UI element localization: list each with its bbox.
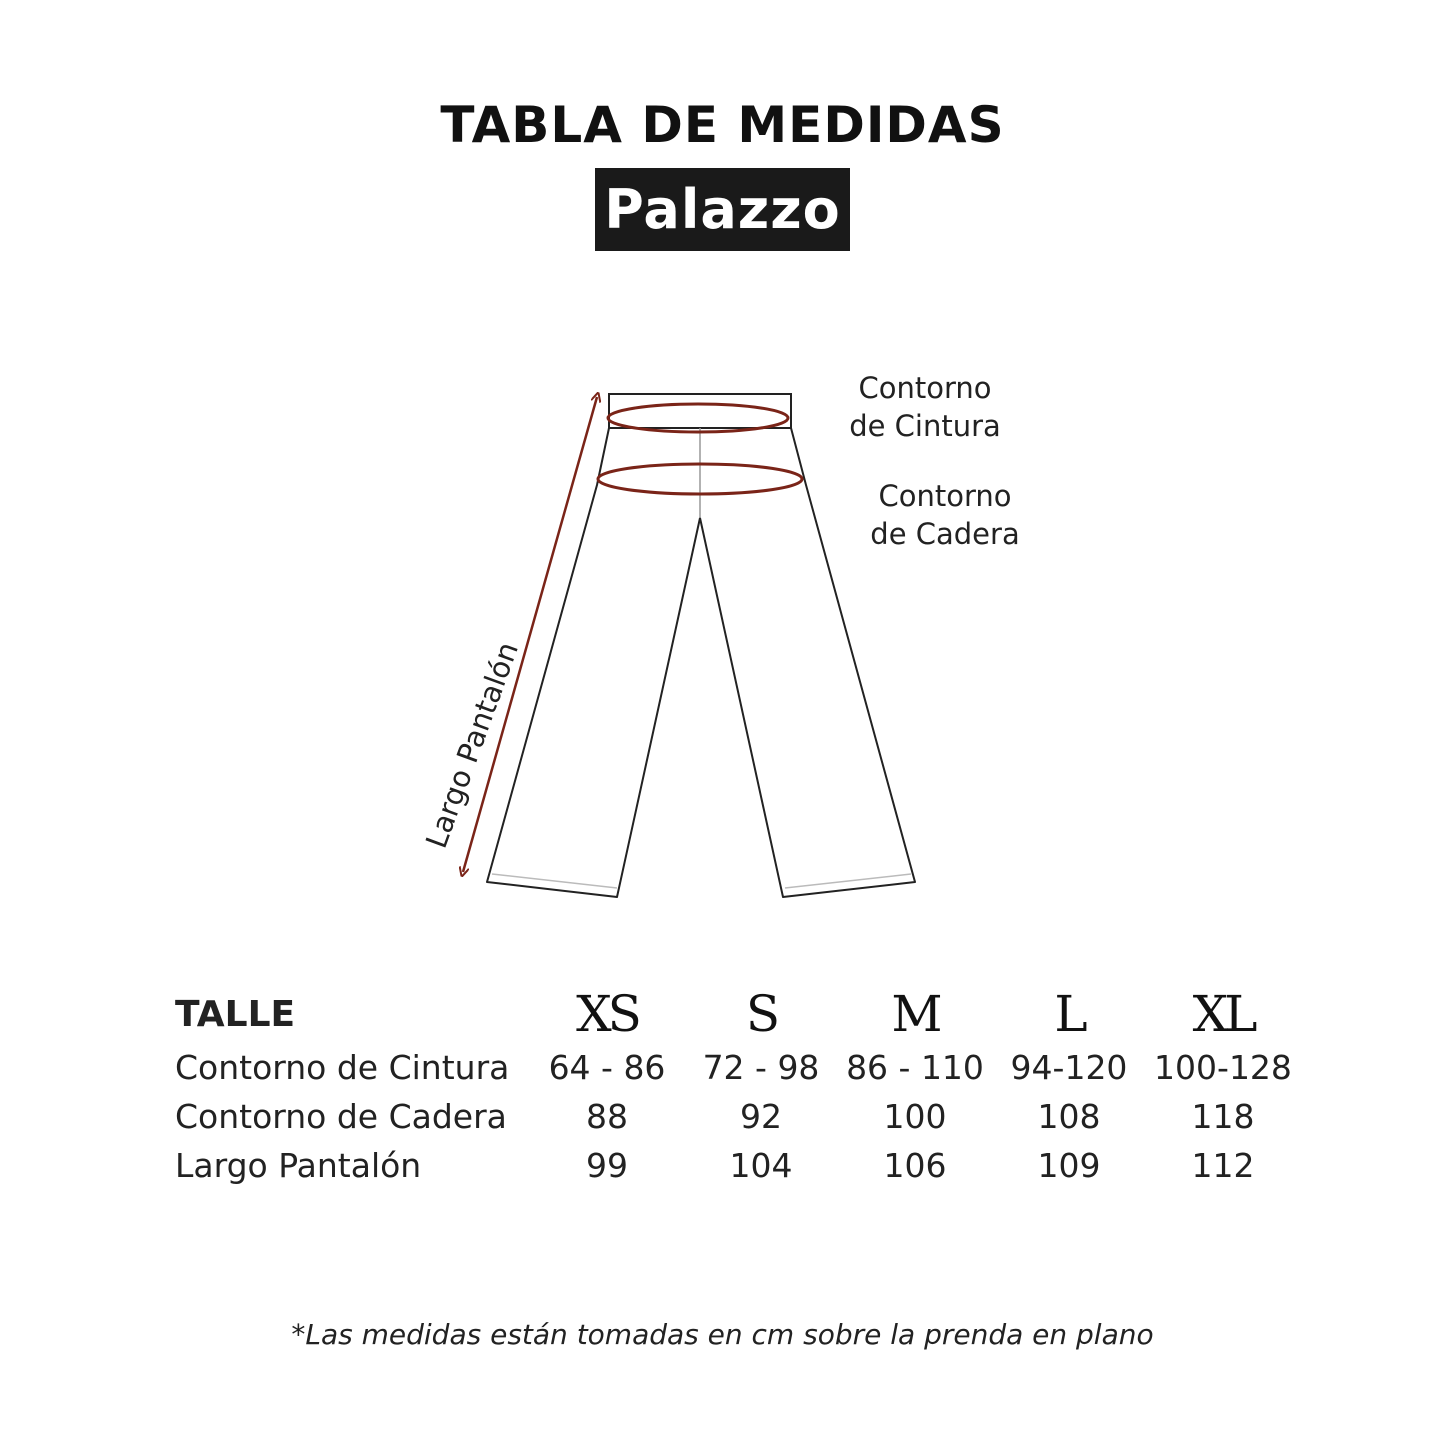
cell-value: 109 xyxy=(1037,1146,1101,1185)
cell-value: 92 xyxy=(740,1097,782,1136)
size-l: L xyxy=(1054,985,1084,1043)
pants-waistband xyxy=(609,394,791,428)
cell-value: 100-128 xyxy=(1154,1048,1292,1087)
cell-value: 112 xyxy=(1191,1146,1255,1185)
size-s: S xyxy=(745,985,777,1043)
table-row xyxy=(175,1092,1300,1141)
cell-value: 104 xyxy=(729,1146,793,1185)
footnote: *Las medidas están tomadas en cm sobre la prenda en plano xyxy=(291,1318,1154,1351)
row-label: Largo Pantalón xyxy=(175,1146,422,1185)
cell-value: 72 - 98 xyxy=(702,1048,820,1087)
cell-value: 64 - 86 xyxy=(548,1048,666,1087)
table-row xyxy=(175,1141,1300,1190)
left-hem xyxy=(492,874,617,888)
product-name: Palazzo xyxy=(604,178,841,241)
row-label: Contorno de Cadera xyxy=(175,1097,507,1136)
right-hem xyxy=(785,874,911,888)
size-xs: XS xyxy=(576,985,638,1043)
cell-value: 88 xyxy=(586,1097,628,1136)
hip-label-line1: Contorno xyxy=(878,479,1012,513)
waist-label xyxy=(830,369,1020,445)
length-label: Largo Pantalón xyxy=(419,637,525,853)
size-header-row xyxy=(175,985,1300,1043)
size-xl: XL xyxy=(1192,985,1254,1043)
cell-value: 100 xyxy=(883,1097,947,1136)
cell-value: 94-120 xyxy=(1010,1048,1128,1087)
size-table xyxy=(175,985,1300,1190)
page-title: TABLA DE MEDIDAS xyxy=(440,96,1005,154)
waist-label-line2: de Cintura xyxy=(849,409,1001,443)
size-m: M xyxy=(891,985,939,1043)
cell-value: 108 xyxy=(1037,1097,1101,1136)
table-row xyxy=(175,1043,1300,1092)
waist-label-line1: Contorno xyxy=(858,371,992,405)
hip-label-line2: de Cadera xyxy=(870,517,1020,551)
size-header-label: TALLE xyxy=(175,993,296,1035)
cell-value: 118 xyxy=(1191,1097,1255,1136)
row-label: Contorno de Cintura xyxy=(175,1048,510,1087)
cell-value: 99 xyxy=(586,1146,628,1185)
cell-value: 106 xyxy=(883,1146,947,1185)
cell-value: 86 - 110 xyxy=(846,1048,984,1087)
hip-label xyxy=(850,477,1040,553)
